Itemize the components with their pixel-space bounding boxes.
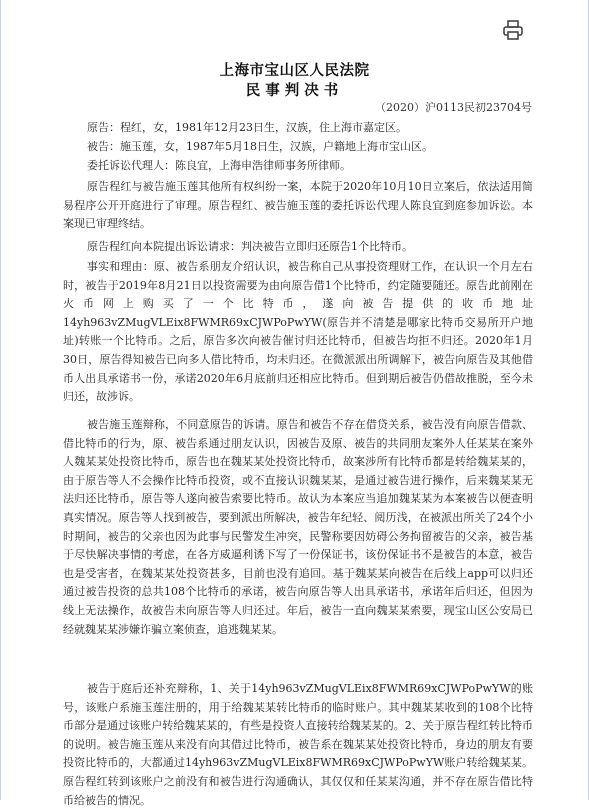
party-plaintiff: 原告：程红，女，1981年12月23日生，汉族，住上海市嘉定区。 xyxy=(87,121,407,134)
court-name: 上海市宝山区人民法院 xyxy=(219,63,370,79)
paragraph-defense: 被告施玉莲辩称，不同意原告的诉请。原告和被告不存在借贷关系，被告没有向原告借款、借比特币的行为，原、被告系通过朋友认识，因被告及原、被告的共同朋友案外人任某某在案外人魏某某处投资比特币，原告也在魏某某处投资比特币，故案涉所有比特币都是转给魏某某的，由于原告等人不会操作比特币投资，或不直接认识魏某某，是通过被告进行操作，后来魏某某无法归还比特币，原告等人遂向被告索要比特币。故认为本案应当追加魏某某为本案被告以便查明真实情况。原告等人找到被告，要到派出所解决，被告年纪轻、阅历浅，在被派出所关了24个小时期间，被告的父亲也因为此事与民警发生冲突，民警称要因妨碍公务拘留被告的父亲，被告基于尽快解决事情的考虑，在各方威逼利诱下写了一份保证书，该份保证书不是被告的本意，被告也是受害者，在魏某某处投资甚多，目前也没有追回。基于魏某某向被告在后线上app可以归还通过被告投资的总共108个比特币的承诺，被告向原告等人出具承诺书，承诺年后归还，但因为线上无法操作，故被告未向原告等人归还过。年后，被告一直向魏某某索要，现宝山区公安局已经就魏某某涉嫌诈骗立案侦查，追逃魏某某。 xyxy=(63,418,533,636)
printer-icon xyxy=(500,18,526,42)
party-defendant: 被告：施玉莲，女，1987年5月18日生，汉族，户籍地上海市宝山区。 xyxy=(87,140,433,153)
paragraph-intro: 原告程红与被告施玉莲其他所有权纠纷一案，本院于2020年10月10日立案后，依法适用简易程序公开开庭进行了审理。原告程红、被告施玉莲的委托诉讼代理人陈良宜到庭参加诉讼。本案现已审理终结。 xyxy=(63,180,533,231)
document-type-title: 民事判决书 xyxy=(245,83,344,99)
party-agent: 委托诉讼代理人：陈良宜，上海申浩律师事务所律师。 xyxy=(87,159,351,172)
paragraph-supplement: 被告于庭后还补充辩称，1、关于14yh963vZMugVLEix8FWMR69xCJWPoPwYW的账号，该账户系施玉莲注册的，用于给魏某某转比特币的临时账户。其中魏某某收到的108个比特币部分是通过该账户转给魏某某的，有些是投资人直接转给魏某某的。2、关于原告程红转比特币的说明。被告施玉莲从来没有向其借过比特币，被告系在魏某某处投资比特币，身边的朋友有要投资比特币的，大都通过14yh963vZMugVLEix8FWMR69xCJWPoPwYW账户转给魏某某。原告程红转到该账户之前没有和被告进行沟通确认，其仅仅和任某某沟通，并不存在原告借比特币给被告的情况。 xyxy=(63,682,533,807)
case-number: （2020）沪0113民初23704号 xyxy=(375,101,532,114)
paragraph-facts: 事实和理由：原、被告系朋友介绍认识，被告称自己从事投资理财工作，在认识一个月左右时，被告于2019年8月21日以投资需要为由向原告借1个比特币，约定随要随还。原告此前刚在火币网上购买了一个比特币，遂向被告提供的收币地址14yh963vZMugVLEix8FWMR69xCJWPoPwYW(原告并不清楚是哪家比特币交易所开户地址)转账一个比特币。之后，原告多次向被告催讨归还比特币，但被告均拒不归还。2020年1月30日，原告得知被告已向多人借比特币，均未归还。在微派派出所调解下，被告向原告及其他借币人出具承诺书一份，承诺2020年6月底前归还相应比特币。但到期后被告仍借故推脱，至今未归还，故涉诉。 xyxy=(63,260,533,404)
print-button[interactable] xyxy=(500,18,526,42)
paragraph-claims: 原告程红向本院提出诉讼请求：判决被告立即归还原告1个比特币。 xyxy=(87,240,413,253)
